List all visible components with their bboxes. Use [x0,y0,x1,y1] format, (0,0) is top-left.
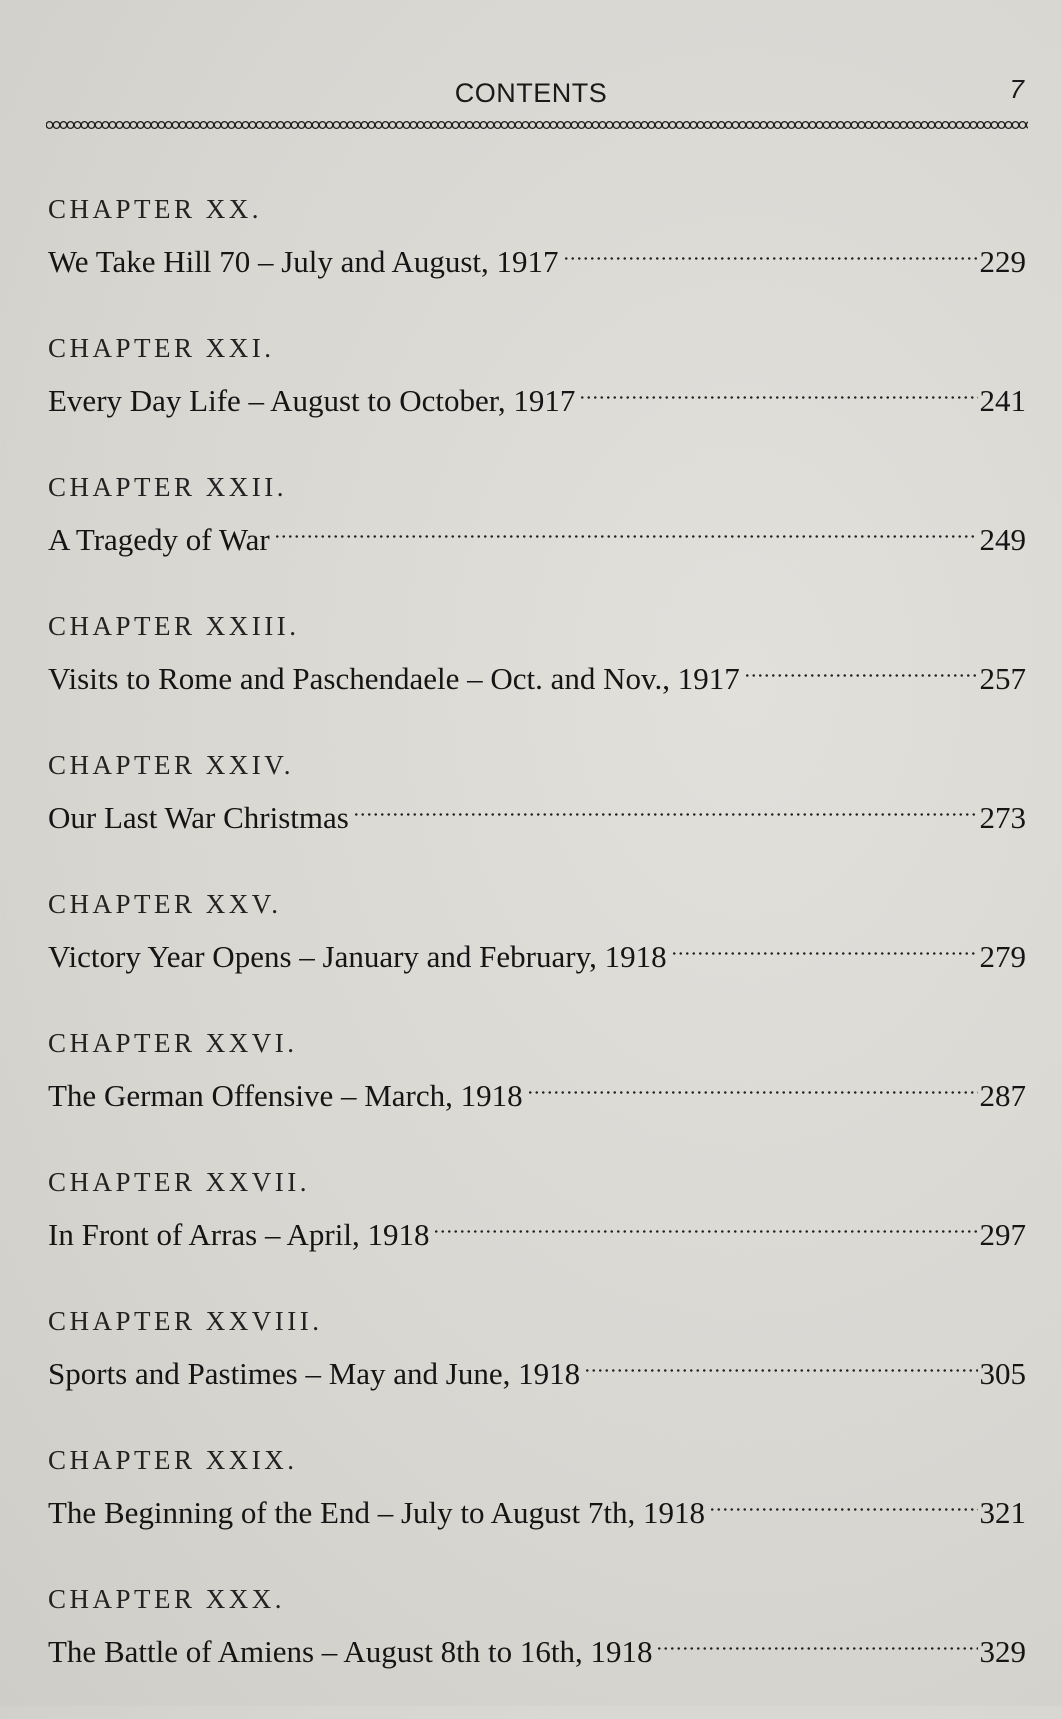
toc-entry-chapter-30 [48,1580,1026,1719]
chapter-title: The Beginning of the End – July to August 7th, 1918 [48,1495,705,1530]
toc-entry-chapter-25 [48,885,1026,1024]
chapter-page-number: 305 [979,1356,1026,1391]
chapter-label: CHAPTER XXIII. [48,611,300,641]
toc-entry-chapter-29 [48,1441,1026,1580]
chapter-page-number: 249 [979,522,1026,557]
running-head-page-number: 7 [1009,74,1024,104]
chapter-page-number: 273 [979,800,1026,835]
chapter-title: Victory Year Opens – January and February, 1918 [48,939,667,974]
chapter-page-number: 329 [979,1634,1026,1669]
chapter-title-line [48,1618,1026,1674]
toc-entry-chapter-20 [48,190,1026,329]
chapter-title: The Battle of Amiens – August 8th to 16th, 1918 [48,1634,653,1669]
chapter-title-line [48,228,1026,284]
chapter-label: CHAPTER XXVIII. [48,1306,323,1336]
chapter-page-number: 241 [979,383,1026,418]
chapter-title-line [48,506,1026,562]
toc-entry-chapter-24 [48,746,1026,885]
chapter-page-number: 229 [979,244,1026,279]
chapter-title: We Take Hill 70 – July and August, 1917 [48,244,559,279]
table-of-contents [48,190,1026,1719]
chapter-page-number: 257 [979,661,1026,696]
chapter-label: CHAPTER XX. [48,194,263,224]
chapter-title: The German Offensive – March, 1918 [48,1078,523,1113]
running-head-title: CONTENTS [454,78,608,108]
chapter-title-line [48,1479,1026,1535]
chapter-page-number: 321 [979,1495,1026,1530]
chapter-title-line [48,1340,1026,1396]
chapter-title: Our Last War Christmas [48,800,349,835]
dot-leader [656,1618,977,1662]
chapter-label: CHAPTER XXVII. [48,1167,310,1197]
dot-leader [744,645,978,689]
dot-leader [579,367,977,411]
toc-entry-chapter-21 [48,329,1026,468]
chapter-title: In Front of Arras – April, 1918 [48,1217,430,1252]
chapter-label: CHAPTER XXII. [48,472,287,502]
toc-entry-chapter-22 [48,468,1026,607]
chapter-title-line [48,367,1026,423]
chapter-title: Sports and Pastimes – May and June, 1918 [48,1356,581,1391]
dot-leader [563,228,978,272]
dot-leader [527,1062,978,1106]
chapter-label: CHAPTER XXIV. [48,750,295,780]
running-head [0,74,1062,114]
toc-entry-chapter-23 [48,607,1026,746]
chapter-title: Visits to Rome and Paschendaele – Oct. and Nov., 1917 [48,661,740,696]
toc-entry-chapter-27 [48,1163,1026,1302]
dot-leader [709,1479,978,1523]
dot-leader [584,1340,977,1384]
dot-leader [671,923,978,967]
chapter-title-line [48,1062,1026,1118]
chapter-title: A Tragedy of War [48,522,270,557]
chapter-title-line [48,784,1026,840]
chapter-label: CHAPTER XXVI. [48,1028,298,1058]
chapter-title: Every Day Life – August to October, 1917 [48,383,576,418]
dot-leader [353,784,978,828]
dot-leader [433,1201,977,1245]
chapter-label: CHAPTER XXV. [48,889,282,919]
ornamental-rule [46,117,1028,133]
chapter-title-line [48,923,1026,979]
chapter-title-line [48,1201,1026,1257]
chapter-page-number: 297 [979,1217,1026,1252]
dot-leader [274,506,978,550]
chapter-label: CHAPTER XXX. [48,1584,286,1614]
toc-entry-chapter-28 [48,1302,1026,1441]
chapter-page-number: 279 [979,939,1026,974]
chapter-title-line [48,645,1026,701]
toc-entry-chapter-26 [48,1024,1026,1163]
chapter-page-number: 287 [979,1078,1026,1113]
chapter-label: CHAPTER XXI. [48,333,275,363]
chapter-label: CHAPTER XXIX. [48,1445,298,1475]
